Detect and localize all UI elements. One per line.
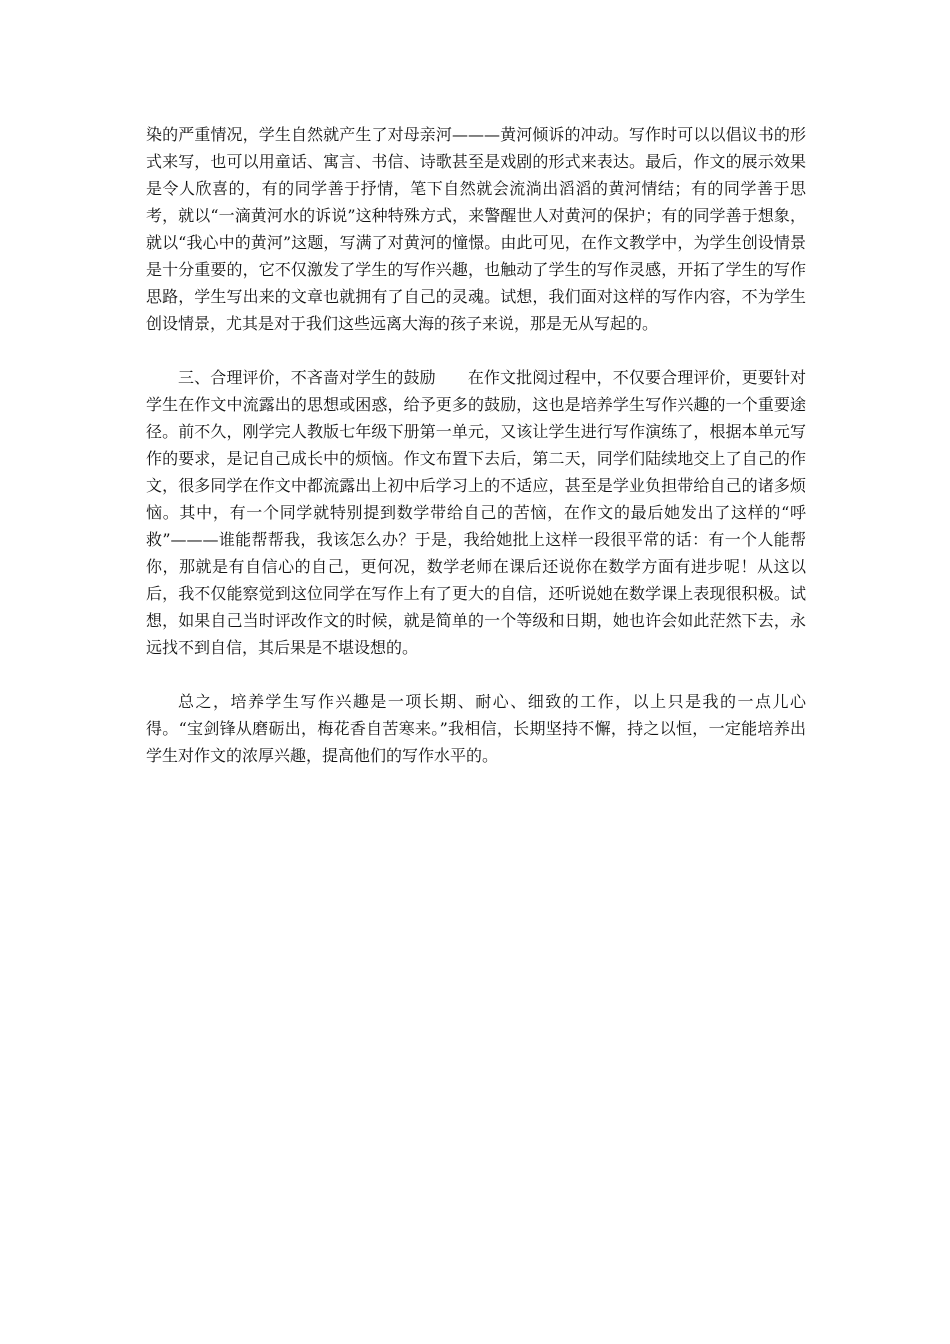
paragraph-section-three	[146, 364, 806, 661]
paragraph-text: 染的严重情况，学生自然就产生了对母亲河———黄河倾诉的冲动。写作时可以以倡议书的形式来写，也可以用童话、寓言、书信、诗歌甚至是戏剧的形式来表达。最后，作文的展示效果是令人欣喜的，有的同学善于抒情，笔下自然就会流淌出滔滔的黄河情结；有的同学善于思考，就以“一滴黄河水的诉说”这种特殊方式，来警醒世人对黄河的保护；有的同学善于想象，就以“我心中的黄河”这题，写满了对黄河的憧憬。由此可见，在作文教学中，为学生创设情景是十分重要的，它不仅激发了学生的写作兴趣，也触动了学生的写作灵感，开拓了学生的写作思路，学生写出来的文章也就拥有了自己的灵魂。试想，我们面对这样的写作内容，不为学生创设情景，尤其是对于我们这些远离大海的孩子来说，那是无从写起的。	[146, 125, 806, 333]
paragraph-conclusion	[146, 688, 806, 769]
section-heading: 三、合理评价，不吝啬对学生的鼓励	[178, 368, 436, 387]
document-page	[146, 121, 806, 796]
paragraph-text: 在作文批阅过程中，不仅要合理评价，更要针对学生在作文中流露出的思想或困惑，给予更多的鼓励，这也是培养学生写作兴趣的一个重要途径。前不久，刚学完人教版七年级下册第一单元，又该让学生进行写作演练了，根据本单元写作的要求，是记自己成长中的烦恼。作文布置下去后，第二天，同学们陆续地交上了自己的作文，很多同学在作文中都流露出上初中后学习上的不适应，甚至是学业负担带给自己的诸多烦恼。其中，有一个同学就特别提到数学带给自己的苦恼，在作文的最后她发出了这样的“呼救”———谁能帮帮我，我该怎么办？于是，我给她批上这样一段很平常的话：有一个人能帮你，那就是有自信心的自己，更何况，数学老师在课后还说你在数学方面有进步呢！从这以后，我不仅能察觉到这位同学在写作上有了更大的自信，还听说她在数学课上表现很积极。试想，如果自己当时评改作文的时候，就是简单的一个等级和日期，她也许会如此茫然下去，永远找不到自信，其后果是不堪设想的。	[146, 368, 806, 657]
paragraph-continuation	[146, 121, 806, 337]
paragraph-text: 总之，培养学生写作兴趣是一项长期、耐心、细致的工作，以上只是我的一点儿心得。“宝剑锋从磨砺出，梅花香自苦寒来。”我相信，长期坚持不懈，持之以恒，一定能培养出学生对作文的浓厚兴趣，提高他们的写作水平的。	[146, 692, 806, 765]
